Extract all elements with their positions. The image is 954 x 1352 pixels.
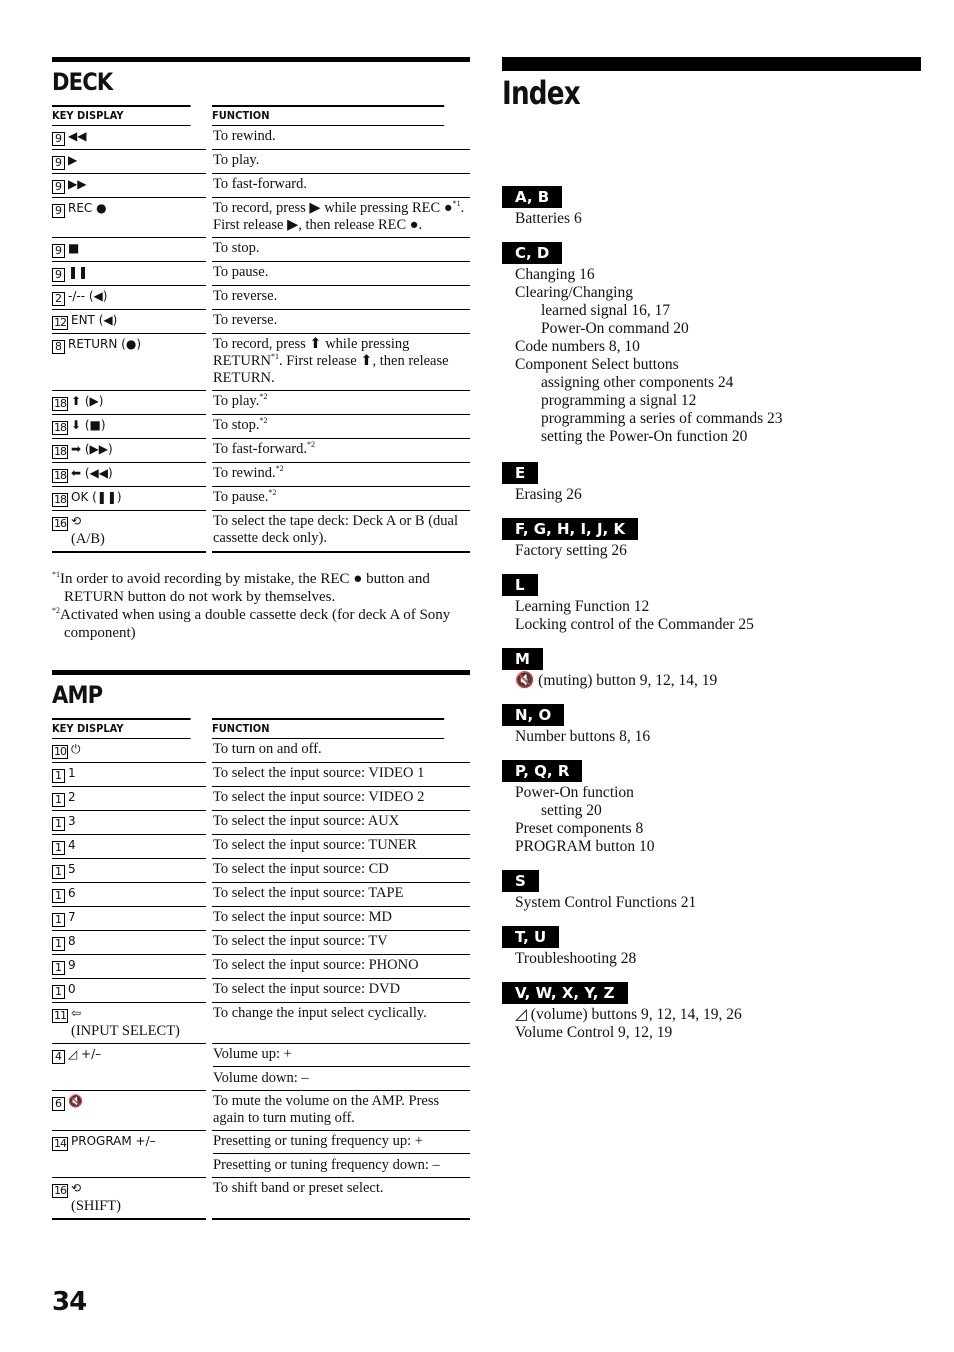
deck-key-number-badge: 18 [54, 469, 66, 482]
deck-row [52, 415, 470, 439]
amp-key-label: 4 [68, 838, 76, 852]
index-entries [502, 210, 582, 228]
amp-function-cell [212, 739, 470, 763]
amp-key-number-badge: 1 [52, 889, 65, 903]
amp-key-number-badge: 1 [52, 865, 65, 879]
amp-key-number-badge: 1 [52, 769, 65, 783]
amp-key-cell [52, 883, 206, 907]
index-title: Index [502, 74, 580, 112]
index-entries [502, 486, 582, 504]
deck-function-cell [212, 198, 470, 238]
deck-col-function: FUNCTION [212, 105, 444, 126]
index-entry: Erasing 26 [515, 486, 582, 503]
deck-function-cell [212, 391, 470, 415]
deck-key-cell [52, 174, 206, 198]
deck-title: DECK [52, 68, 113, 96]
amp-function-cell [212, 883, 470, 907]
amp-key-label: ⟲ [71, 1181, 82, 1195]
index-group [502, 518, 638, 560]
index-rule [502, 57, 921, 71]
amp-key-number-badge: 1 [52, 817, 65, 831]
deck-function-cell [212, 334, 470, 391]
deck-table-header [52, 105, 470, 126]
amp-row [52, 955, 470, 979]
deck-key-number-badge: 9 [52, 244, 65, 258]
index-entries [502, 266, 782, 446]
deck-note-1: $^{*1}$In order to avoid recording by mistake, the REC ● button and RETURN button do not work by themselves. [52, 570, 430, 605]
index-letter-bar: V, W, X, Y, Z [502, 982, 628, 1004]
amp-row [52, 883, 470, 907]
deck-key-number-badge: 9 [52, 156, 65, 170]
deck-key-number-badge: 9 [52, 268, 65, 282]
index-entry: 🔇 (muting) button 9, 12, 14, 19 [515, 672, 718, 689]
amp-col-function: FUNCTION [212, 718, 444, 739]
deck-key-number-badge: 18 [54, 421, 66, 434]
deck-key-label: ENT (◀) [71, 313, 118, 327]
amp-key-cell [52, 979, 206, 1003]
index-entry: ◿ (volume) buttons 9, 12, 14, 19, 26 [515, 1006, 742, 1023]
index-letter-bar: T, U [502, 926, 559, 948]
amp-key-cell [52, 763, 206, 787]
deck-row [52, 262, 470, 286]
deck-key-label: REC ● [68, 201, 107, 215]
index-entry: Changing 16 [515, 266, 595, 283]
index-letter-bar: F, G, H, I, J, K [502, 518, 638, 540]
amp-key-cell [52, 1091, 206, 1131]
deck-function-text: To rewind.$^{*2}$ [213, 464, 284, 481]
deck-function-cell [212, 150, 470, 174]
amp-key-number-badge: 11 [54, 1009, 66, 1022]
deck-function-cell [212, 174, 470, 198]
deck-key-cell [52, 415, 206, 439]
index-entry: Component Select buttons [515, 356, 679, 373]
amp-function-text: To select the input source: PHONO [213, 957, 419, 973]
amp-key-label: 2 [68, 790, 76, 804]
amp-row [52, 811, 470, 835]
amp-key-label: 3 [68, 814, 76, 828]
amp-key-number-badge: 14 [54, 1137, 66, 1150]
amp-key-label: 🔇 [68, 1094, 83, 1108]
index-entries [502, 784, 655, 856]
deck-function-cell [212, 511, 470, 553]
index-entry: System Control Functions 21 [515, 894, 697, 911]
deck-function-text: To play.$^{*2}$ [213, 392, 268, 409]
amp-key-cell [52, 859, 206, 883]
amp-function-text: Presetting or tuning frequency up: + [213, 1133, 423, 1149]
index-letter-bar: E [502, 462, 538, 484]
amp-key-label: 1 [68, 766, 76, 780]
deck-key-cell [52, 262, 206, 286]
deck-row [52, 511, 470, 553]
amp-table [52, 718, 470, 1220]
index-group [502, 760, 655, 856]
amp-key-number-badge: 1 [52, 913, 65, 927]
deck-row [52, 439, 470, 463]
index-entries [502, 672, 717, 690]
amp-key-label: 9 [68, 958, 76, 972]
amp-row [52, 1044, 470, 1091]
amp-function-cell [212, 907, 470, 931]
amp-row [52, 1003, 470, 1044]
amp-function-cell [212, 763, 470, 787]
deck-key-cell [52, 487, 206, 511]
amp-key-number-badge: 1 [52, 985, 65, 999]
amp-function-text: To select the input source: VIDEO 1 [213, 765, 425, 781]
deck-key-number-badge: 12 [54, 316, 66, 329]
deck-function-text: To fast-forward. [213, 176, 308, 192]
amp-key-number-badge: 1 [52, 961, 65, 975]
amp-function-text: To turn on and off. [213, 741, 322, 757]
deck-key-number-badge: 9 [52, 180, 65, 194]
amp-function-cell [212, 1003, 470, 1044]
amp-key-cell [52, 955, 206, 979]
amp-key-number-badge: 6 [52, 1097, 65, 1111]
deck-key-cell [52, 286, 206, 310]
index-entry: Troubleshooting 28 [515, 950, 637, 967]
deck-key-number-badge: 8 [52, 340, 65, 354]
deck-function-cell [212, 415, 470, 439]
amp-key-sublabel: (INPUT SELECT) [71, 1023, 180, 1039]
deck-function-cell [212, 238, 470, 262]
amp-row [52, 835, 470, 859]
deck-key-label: -/-- (◀) [68, 289, 108, 303]
amp-function-text: To shift band or preset select. [213, 1180, 384, 1196]
deck-function-text: To record, press ▶ while pressing REC ●$^{*1}$. First release ▶, then release REC ●. [213, 199, 465, 233]
index-group [502, 242, 782, 446]
deck-key-label: ◀◀ [68, 129, 87, 143]
index-entry: Code numbers 8, 10 [515, 338, 640, 355]
amp-key-cell [52, 1131, 206, 1178]
amp-function-text: To mute the volume on the AMP. Press again to turn muting off. [213, 1093, 440, 1126]
amp-title: AMP [52, 681, 103, 709]
deck-row [52, 238, 470, 262]
index-letter-bar: N, O [502, 704, 564, 726]
amp-key-label: 8 [68, 934, 76, 948]
index-section [502, 57, 921, 1041]
amp-col-key: KEY DISPLAY [52, 718, 191, 739]
amp-key-cell [52, 739, 206, 763]
amp-key-cell [52, 811, 206, 835]
index-entry: Preset components 8 [515, 820, 644, 837]
deck-key-label: OK (❚❚) [71, 490, 122, 504]
amp-function-cell [212, 859, 470, 883]
amp-key-number-badge: 10 [54, 745, 66, 758]
amp-key-cell [52, 931, 206, 955]
index-entry: programming a series of commands 23 [541, 410, 783, 427]
index-group [502, 704, 650, 746]
deck-function-text: To reverse. [213, 288, 278, 304]
amp-function-cell [212, 1044, 470, 1091]
amp-row [52, 931, 470, 955]
index-letter-bar: A, B [502, 186, 562, 208]
amp-function-cell [212, 1131, 470, 1178]
index-group [502, 574, 754, 634]
index-entry: Learning Function 12 [515, 598, 650, 615]
amp-function-text: To change the input select cyclically. [213, 1005, 427, 1021]
index-entries [502, 728, 650, 746]
amp-key-label: 7 [68, 910, 76, 924]
deck-key-number-badge: 9 [52, 204, 65, 218]
deck-function-text: To stop.$^{*2}$ [213, 416, 268, 433]
index-entry: Power-On command 20 [541, 320, 689, 337]
amp-row [52, 907, 470, 931]
deck-row [52, 310, 470, 334]
amp-function-text: To select the input source: TAPE [213, 885, 404, 901]
amp-key-cell [52, 787, 206, 811]
deck-note-1-text: In order to avoid recording by mistake, the REC ● button and RETURN button do not work by themselves. [60, 571, 430, 605]
amp-key-number-badge: 1 [52, 841, 65, 855]
amp-function-cell [212, 979, 470, 1003]
amp-row [52, 979, 470, 1003]
deck-function-text: To reverse. [213, 312, 278, 328]
amp-key-sublabel: (SHIFT) [71, 1198, 121, 1214]
deck-col-key: KEY DISPLAY [52, 105, 191, 126]
index-letter-bar: P, Q, R [502, 760, 582, 782]
amp-function-cell [212, 835, 470, 859]
amp-key-label: PROGRAM +/– [71, 1134, 156, 1148]
deck-key-cell [52, 150, 206, 174]
index-entry: Factory setting 26 [515, 542, 627, 559]
index-group [502, 648, 717, 690]
amp-key-number-badge: 16 [54, 1184, 66, 1197]
index-entries [502, 894, 696, 912]
deck-key-cell [52, 463, 206, 487]
deck-key-number-badge: 16 [54, 517, 66, 530]
deck-notes [52, 570, 470, 642]
deck-function-cell [212, 463, 470, 487]
deck-function-cell [212, 310, 470, 334]
deck-function-text: To rewind. [213, 128, 276, 144]
index-letter-bar: L [502, 574, 538, 596]
index-entry: Power-On function [515, 784, 634, 801]
deck-row [52, 334, 470, 391]
deck-function-cell [212, 126, 470, 150]
amp-key-label: 5 [68, 862, 76, 876]
deck-function-text: To select the tape deck: Deck A or B (dual cassette deck only). [213, 513, 458, 546]
deck-key-label: RETURN (●) [68, 337, 141, 351]
index-group [502, 870, 696, 912]
index-entry: learned signal 16, 17 [541, 302, 671, 319]
amp-key-number-badge: 1 [52, 937, 65, 951]
deck-key-cell [52, 198, 206, 238]
amp-function-text: To select the input source: VIDEO 2 [213, 789, 425, 805]
index-group [502, 186, 582, 228]
amp-table-header [52, 718, 470, 739]
deck-key-label: ⟲ [71, 514, 82, 528]
deck-function-text: To pause.$^{*2}$ [213, 488, 277, 505]
amp-function-text: To select the input source: CD [213, 861, 389, 877]
deck-function-cell [212, 439, 470, 463]
deck-function-cell [212, 487, 470, 511]
deck-key-label: ⬅ (◀◀) [71, 466, 113, 480]
amp-row [52, 1131, 470, 1178]
deck-key-label: ▶▶ [68, 177, 87, 191]
amp-key-label: ⏻ [71, 742, 81, 756]
deck-key-label: ▶ [68, 153, 78, 167]
amp-function-cell [212, 955, 470, 979]
index-entry: setting the Power-On function 20 [541, 428, 748, 445]
amp-row [52, 763, 470, 787]
amp-key-cell [52, 907, 206, 931]
deck-function-text: To fast-forward.$^{*2}$ [213, 440, 316, 457]
deck-key-number-badge: 18 [54, 397, 66, 410]
index-entry: Volume Control 9, 12, 19 [515, 1024, 673, 1041]
index-entry: Number buttons 8, 16 [515, 728, 651, 745]
amp-key-label: ◿ +/– [68, 1047, 102, 1061]
index-entries [502, 542, 638, 560]
amp-key-number-badge: 4 [52, 1050, 65, 1064]
amp-section [52, 670, 470, 1220]
amp-row [52, 1091, 470, 1131]
amp-key-cell [52, 1003, 206, 1044]
deck-function-text: To stop. [213, 240, 260, 256]
deck-note-2: $^{*2}$Activated when using a double cassette deck (for deck A of Sony component) [52, 606, 451, 641]
index-group [502, 462, 582, 504]
amp-function-cell [212, 787, 470, 811]
page-number: 34 [52, 1287, 87, 1317]
deck-key-label: ⬇ (■) [71, 418, 106, 432]
deck-key-cell [52, 126, 206, 150]
deck-key-label: ➡ (▶▶) [71, 442, 113, 456]
amp-key-label: 0 [68, 982, 76, 996]
deck-key-sublabel: (A/B) [71, 531, 105, 547]
deck-function-text: To record, press ⬆ while pressing RETURN$^{*1}$. First release ⬆, then release RETURN. [213, 336, 449, 386]
amp-function-cell [212, 811, 470, 835]
index-letter-bar: C, D [502, 242, 562, 264]
index-entries [502, 950, 636, 968]
deck-key-number-badge: 2 [52, 292, 65, 306]
deck-row [52, 391, 470, 415]
deck-row [52, 487, 470, 511]
deck-row [52, 174, 470, 198]
amp-row [52, 787, 470, 811]
deck-key-cell [52, 310, 206, 334]
amp-function-cell [212, 1091, 470, 1131]
index-entries [502, 1006, 742, 1042]
deck-key-number-badge: 18 [54, 445, 66, 458]
deck-key-number-badge: 18 [54, 493, 66, 506]
deck-key-label: ❚❚ [68, 265, 89, 279]
index-letter-bar: M [502, 648, 543, 670]
amp-function-cell [212, 1178, 470, 1220]
index-entry: assigning other components 24 [541, 374, 734, 391]
deck-row [52, 463, 470, 487]
deck-table [52, 105, 470, 553]
deck-key-cell [52, 391, 206, 415]
amp-function-text-2: Presetting or tuning frequency down: – [213, 1153, 470, 1174]
deck-rule [52, 57, 470, 62]
index-entry: programming a signal 12 [541, 392, 697, 409]
index-entries [502, 598, 754, 634]
deck-key-cell [52, 334, 206, 391]
deck-key-cell [52, 238, 206, 262]
deck-note-2-text: Activated when using a double cassette deck (for deck A of Sony component) [60, 607, 451, 641]
amp-row [52, 1178, 470, 1220]
amp-function-text: To select the input source: AUX [213, 813, 400, 829]
amp-function-text-2: Volume down: – [213, 1066, 470, 1087]
index-letter-bar: S [502, 870, 539, 892]
amp-function-text: To select the input source: TUNER [213, 837, 417, 853]
amp-function-text: Volume up: + [213, 1046, 292, 1062]
index-entry: Locking control of the Commander 25 [515, 616, 754, 633]
amp-key-label: ⇦ [71, 1006, 82, 1020]
index-entry: setting 20 [541, 802, 602, 819]
amp-row [52, 739, 470, 763]
deck-key-number-badge: 9 [52, 132, 65, 146]
index-group [502, 926, 636, 968]
index-entry: Clearing/Changing [515, 284, 633, 301]
index-group [502, 982, 742, 1042]
amp-function-cell [212, 931, 470, 955]
amp-rule [52, 670, 470, 675]
amp-function-text: To select the input source: MD [213, 909, 392, 925]
deck-key-cell [52, 511, 206, 553]
deck-function-cell [212, 262, 470, 286]
deck-row [52, 126, 470, 150]
deck-key-cell [52, 439, 206, 463]
amp-key-cell [52, 1044, 206, 1091]
amp-row [52, 859, 470, 883]
amp-key-cell [52, 1178, 206, 1220]
amp-key-label: 6 [68, 886, 76, 900]
amp-key-number-badge: 1 [52, 793, 65, 807]
deck-key-label: ■ [68, 241, 80, 255]
index-entry: PROGRAM button 10 [515, 838, 655, 855]
deck-function-cell [212, 286, 470, 310]
deck-row [52, 286, 470, 310]
deck-function-text: To pause. [213, 264, 269, 280]
amp-key-cell [52, 835, 206, 859]
deck-function-text: To play. [213, 152, 260, 168]
amp-function-text: To select the input source: TV [213, 933, 388, 949]
deck-section [52, 57, 470, 642]
deck-row [52, 150, 470, 174]
deck-key-label: ⬆ (▶) [71, 394, 104, 408]
amp-function-text: To select the input source: DVD [213, 981, 401, 997]
index-entry: Batteries 6 [515, 210, 582, 227]
deck-row [52, 198, 470, 238]
